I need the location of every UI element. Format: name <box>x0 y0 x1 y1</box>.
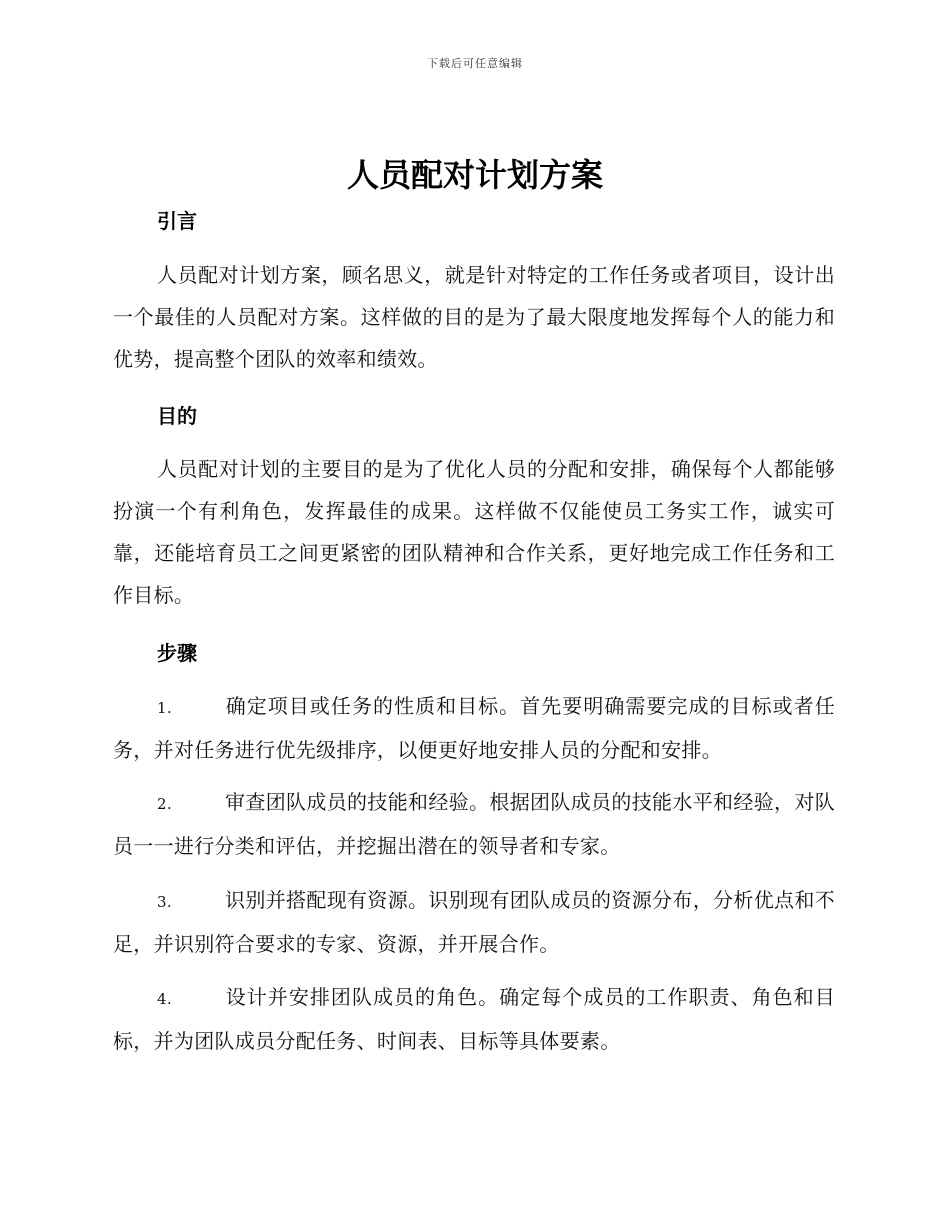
step-number: 2. <box>157 795 172 813</box>
document-title: 人员配对计划方案 <box>346 156 603 194</box>
section-heading-purpose: 目的 <box>157 404 197 428</box>
list-item-step-4 <box>113 976 835 1062</box>
step-number: 1. <box>157 699 172 717</box>
step-text: 识别并搭配现有资源。识别现有团队成员的资源分布，分析优点和不足，并识别符合要求的专家、资源，并开展合作。 <box>113 888 835 956</box>
paragraph-intro: 人员配对计划方案，顾名思义，就是针对特定的工作任务或者项目，设计出一个最佳的人员配对方案。这样做的目的是为了最大限度地发挥每个人的能力和优势，提高整个团队的效率和绩效。 <box>113 263 835 371</box>
list-item-step-2 <box>113 781 835 867</box>
step-text: 设计并安排团队成员的角色。确定每个成员的工作职责、角色和目标，并为团队成员分配任务、时间表、目标等具体要素。 <box>113 985 835 1053</box>
list-item-step-1 <box>113 685 835 771</box>
step-text: 确定项目或任务的性质和目标。首先要明确需要完成的目标或者任务，并对任务进行优先级排序，以便更好地安排人员的分配和安排。 <box>113 694 835 762</box>
section-heading-intro: 引言 <box>157 209 197 233</box>
step-number: 4. <box>157 990 172 1008</box>
page-header-note: 下载后可任意编辑 <box>427 57 523 70</box>
list-item-step-3 <box>113 879 835 965</box>
step-number: 3. <box>157 893 172 911</box>
section-heading-steps: 步骤 <box>157 641 197 665</box>
step-text: 审查团队成员的技能和经验。根据团队成员的技能水平和经验，对队员一一进行分类和评估，并挖掘出潜在的领导者和专家。 <box>113 790 835 858</box>
paragraph-purpose: 人员配对计划的主要目的是为了优化人员的分配和安排，确保每个人都能够扮演一个有利角色，发挥最佳的成果。这样做不仅能使员工务实工作，诚实可靠，还能培育员工之间更紧密的团队精神和合作关系，更好地完成工作任务和工作目标。 <box>113 457 835 607</box>
